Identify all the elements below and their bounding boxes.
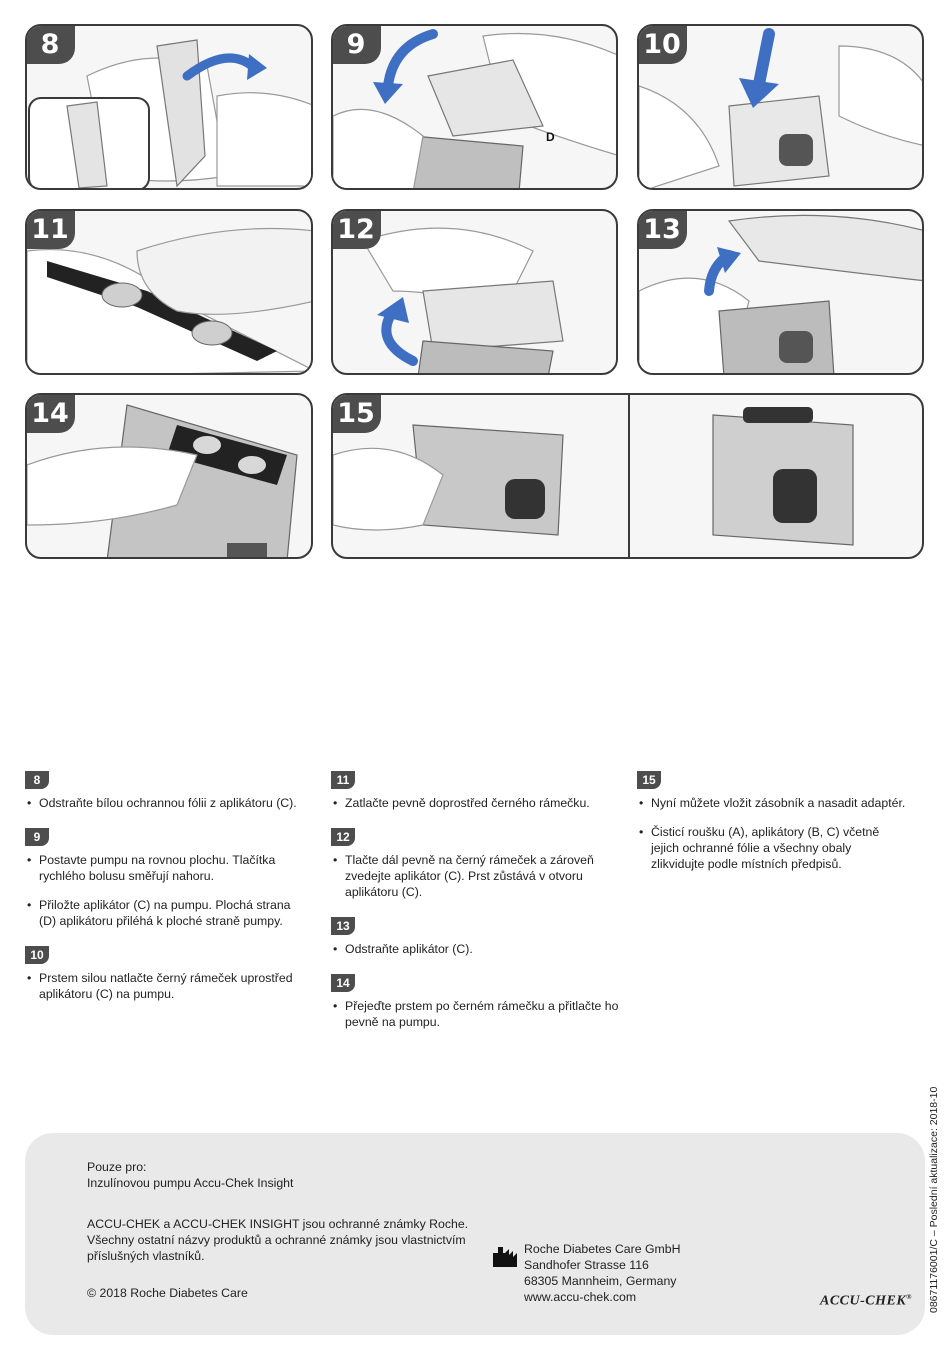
manufacturer-website: www.accu-chek.com	[524, 1290, 637, 1304]
instruction-bullet: • Zatlačte pevně doprostřed černého rámečku.	[331, 795, 621, 811]
manufacturer-icon	[493, 1247, 517, 1267]
instruction-bullet: • Odstraňte bílou ochrannou fólii z aplikátoru (C).	[25, 795, 310, 811]
step-badge: 11	[331, 771, 355, 789]
step-10-illustration	[637, 24, 924, 190]
instruction-bullet: • Nyní můžete vložit zásobník a nasadit adaptér.	[637, 795, 907, 811]
step-12-illustration	[331, 209, 618, 375]
step-13-illustration	[637, 209, 924, 375]
for-only-label: Pouze pro:	[87, 1160, 147, 1174]
step-number-badge: 10	[637, 24, 687, 64]
document-code: 08671176001/C – Poslední aktualizace: 2018-10	[928, 1086, 940, 1313]
step-number-badge: 8	[25, 24, 75, 64]
step-15-illustration	[331, 393, 924, 559]
step-badge: 13	[331, 917, 355, 935]
step-11-illustration	[25, 209, 313, 375]
trademark-notice	[87, 1216, 487, 1264]
instruction-column-3	[637, 767, 907, 885]
finished-pump-drawing	[333, 395, 924, 559]
manufacturer-line: Roche Diabetes Care GmbH	[524, 1242, 681, 1256]
brand-logo: ACCU-CHEK®	[820, 1293, 912, 1309]
footer-box	[25, 1133, 925, 1335]
step-number-badge: 9	[331, 24, 381, 64]
step-badge: 9	[25, 828, 49, 846]
manufacturer-address	[524, 1241, 724, 1305]
manufacturer-line: Sandhofer Strasse 116	[524, 1258, 649, 1272]
trademark-line: ACCU-CHEK a ACCU-CHEK INSIGHT jsou ochranné známky Roche.	[87, 1217, 469, 1231]
step-badge: 10	[25, 946, 49, 964]
instruction-bullet: • Přiložte aplikátor (C) na pumpu. Plochá strana (D) aplikátoru přiléhá k ploché straně pumpy.	[25, 897, 310, 929]
step-number-badge: 13	[637, 209, 687, 249]
trademark-line: Všechny ostatní názvy produktů a ochranné známky jsou vlastnictvím	[87, 1233, 466, 1247]
manufacturer-line: 68305 Mannheim, Germany	[524, 1274, 677, 1288]
instruction-bullet: • Tlačte dál pevně na černý rámeček a zároveň zvedejte aplikátor (C). Prst zůstává v otvoru aplikátoru (C).	[331, 852, 621, 900]
step-badge: 8	[25, 771, 49, 789]
step-badge: 15	[637, 771, 661, 789]
step-badge: 14	[331, 974, 355, 992]
instruction-bullet: • Prstem silou natlačte černý rámeček uprostřed aplikátoru (C) na pumpu.	[25, 970, 310, 1002]
instruction-bullet: • Přejeďte prstem po černém rámečku a přitlačte ho pevně na pumpu.	[331, 998, 621, 1030]
instruction-column-2	[331, 767, 621, 1043]
step-number-badge: 15	[331, 393, 381, 433]
step-badge: 12	[331, 828, 355, 846]
step-14-illustration	[25, 393, 313, 559]
instruction-bullet: • Postavte pumpu na rovnou plochu. Tlačítka rychlého bolusu směřují nahoru.	[25, 852, 310, 884]
step-number-badge: 14	[25, 393, 75, 433]
step-8-illustration	[25, 24, 313, 190]
instruction-bullet: • Čisticí roušku (A), aplikátory (B, C) včetně jejich ochranné fólie a všechny obaly zlikvidujte podle místních předpisů.	[637, 824, 907, 872]
instruction-bullet: • Odstraňte aplikátor (C).	[331, 941, 621, 957]
product-name: Inzulínovou pumpu Accu-Chek Insight	[87, 1176, 294, 1190]
step-number-badge: 12	[331, 209, 381, 249]
instruction-column-1	[25, 767, 310, 1015]
step-9-illustration	[331, 24, 618, 190]
trademark-line: příslušných vlastníků.	[87, 1249, 205, 1263]
copyright: © 2018 Roche Diabetes Care	[87, 1286, 248, 1300]
step-number-badge: 11	[25, 209, 75, 249]
callout-label-d: D	[546, 130, 555, 144]
brand-logo-text: ACCU-CHEK	[820, 1293, 907, 1309]
intended-use-block	[87, 1159, 467, 1191]
